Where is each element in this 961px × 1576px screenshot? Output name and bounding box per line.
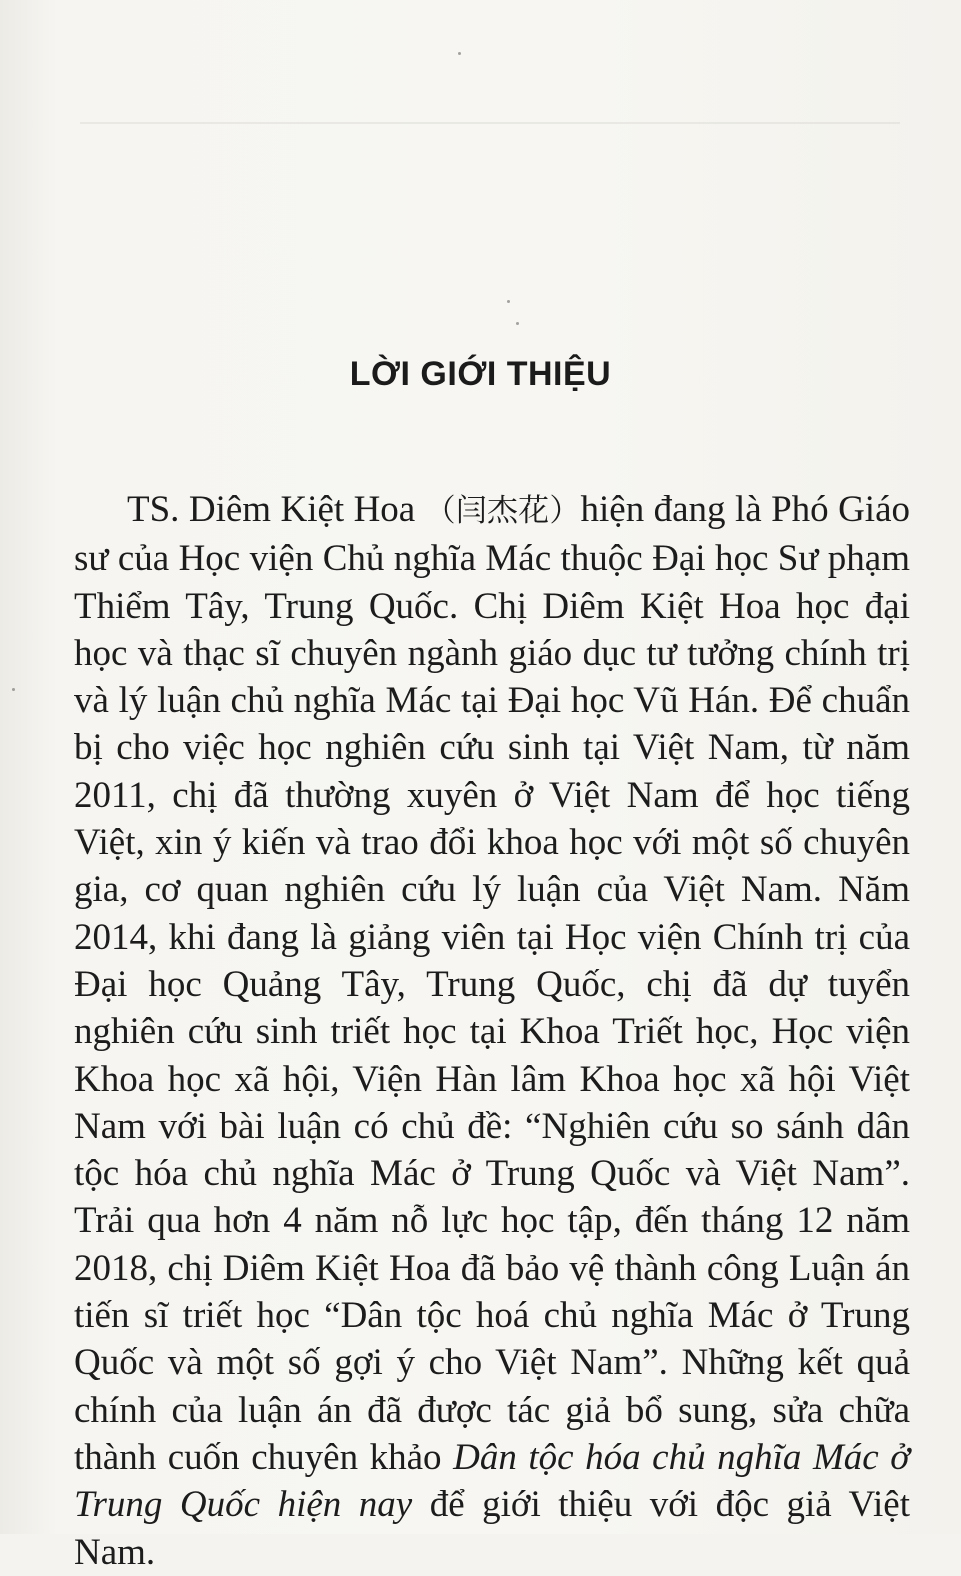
show-through-line bbox=[60, 170, 910, 217]
paper-speck bbox=[516, 322, 519, 325]
author-lead: TS. Diêm Kiệt Hoa bbox=[127, 489, 416, 530]
paragraph-body: hiện đang là Phó Giáo sư của Học viện Chủ nghĩa Mác thuộc Đại học Sư phạm Thiểm Tây, Trung Quốc. Chị Diêm Kiệt Hoa học đại học và thạc sĩ chuyên ngành giáo dục tư tưởng chính trị và lý luận chủ nghĩa Mác tại Đại học Vũ Hán. Để chuẩn bị cho việc học nghiên cứu sinh tại Việt Nam, từ năm 2011, chị đã thường xuyên ở Việt Nam để học tiếng Việt, xin ý kiến và trao đổi khoa học với một số chuyên gia, cơ quan nghiên cứu lý luận của Việt Nam. Năm 2014, khi đang là giảng viên tại Học viện Chính trị của Đại học Quảng Tây, Trung Quốc, chị đã dự tuyển nghiên cứu sinh triết học tại Khoa Triết học, Học viện Khoa học xã hội, Viện Hàn lâm Khoa học xã hội Việt Nam với bài luận có chủ đề: “Nghiên cứu so sánh dân tộc hóa chủ nghĩa Mác ở Trung Quốc và Việt Nam”. Trải qua hơn 4 năm nỗ lực học tập, đến tháng 12 năm 2018, chị Diêm Kiệt Hoa đã bảo vệ thành công Luận án tiến sĩ triết học “Dân tộc hoá chủ nghĩa Mác ở Trung Quốc và một số gợi ý cho Việt Nam”. Những kết quả chính của luận án đã được tác giả bổ sung, sửa chữa thành cuốn chuyên khảo bbox=[74, 489, 910, 1478]
page-title: LỜI GIỚI THIỆU bbox=[349, 355, 612, 393]
paragraph-ending: để giới thiệu với độc giả Việt Nam. bbox=[74, 1484, 911, 1573]
paper-speck bbox=[458, 52, 461, 55]
paper-speck bbox=[507, 300, 510, 303]
show-through-header bbox=[80, 92, 900, 124]
author-chinese-name: （闫杰花） bbox=[424, 493, 581, 529]
book-title: Dân tộc hóa chủ nghĩa Mác ở Trung Quốc hiện nay bbox=[74, 1436, 910, 1526]
introduction-paragraph bbox=[74, 486, 910, 1576]
paper-speck bbox=[12, 688, 15, 691]
